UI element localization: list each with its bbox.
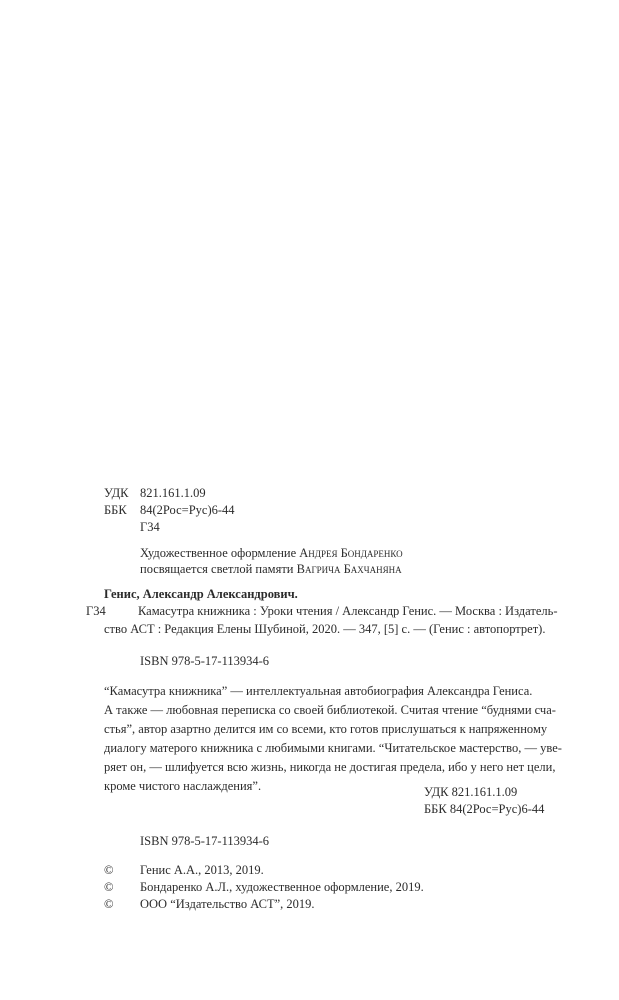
bibliography-author: Генис, Александр Александрович. bbox=[104, 587, 298, 601]
annotation-line: кроме чистого наслаждения”. bbox=[104, 779, 262, 793]
isbn-secondary: ISBN 978-5-17-113934-6 bbox=[140, 834, 270, 848]
bbk-value: 84(2Рос=Рус)6-44 bbox=[140, 503, 235, 517]
udk-right: УДК 821.161.1.09 bbox=[424, 785, 518, 799]
dedication bbox=[140, 562, 402, 577]
design-credit bbox=[140, 546, 403, 561]
bibliography-mark: Г34 bbox=[86, 604, 106, 618]
annotation-paragraph bbox=[104, 682, 562, 796]
copyright-icon: © bbox=[104, 880, 114, 894]
annotation-line: “Камасутра книжника” — интеллектуальная автобиография Александра Гениса. bbox=[104, 684, 533, 698]
isbn-primary: ISBN 978-5-17-113934-6 bbox=[140, 654, 270, 668]
annotation-line: ряет он, — шлифуется всю жизнь, никогда не достигая предела, ибо у него нет цели, bbox=[104, 760, 556, 774]
copyright-line: Генис А.А., 2013, 2019. bbox=[140, 863, 264, 877]
copyright-line: Бондаренко А.Л., художественное оформление, 2019. bbox=[140, 880, 424, 894]
bbk-right: ББК 84(2Рос=Рус)6-44 bbox=[424, 802, 545, 816]
annotation-line: стья”, автор азартно делится им со всеми, кто готов прислушаться к напряженному bbox=[104, 722, 548, 736]
bibliography-line-1: Камасутра книжника : Уроки чтения / Александр Генис. — Москва : Издатель- bbox=[138, 604, 558, 618]
copyright-icon: © bbox=[104, 897, 114, 911]
dedication-prefix: посвящается светлой памяти bbox=[140, 562, 294, 576]
dedication-name: Вагрича Бахчаняна bbox=[296, 562, 402, 576]
annotation-line: А также — любовная переписка со своей библиотекой. Считая чтение “буднями сча- bbox=[104, 703, 556, 717]
udk-value: 821.161.1.09 bbox=[140, 486, 206, 500]
design-prefix: Художественное оформление bbox=[140, 546, 297, 560]
annotation-line: диалогу матерого книжника с любимыми книгами. “Читательское мастерство, — уве- bbox=[104, 741, 562, 755]
copyright-icon: © bbox=[104, 863, 114, 877]
bbk-label: ББК bbox=[104, 503, 127, 517]
copyright-line: ООО “Издательство АСТ”, 2019. bbox=[140, 897, 315, 911]
designer-name: Андрея Бондаренко bbox=[299, 546, 403, 560]
author-mark: Г34 bbox=[140, 520, 160, 534]
udk-label: УДК bbox=[104, 486, 129, 500]
bibliography-line-2: ство АСТ : Редакция Елены Шубиной, 2020. — 347, [5] с. — (Генис : автопортрет). bbox=[104, 622, 546, 636]
